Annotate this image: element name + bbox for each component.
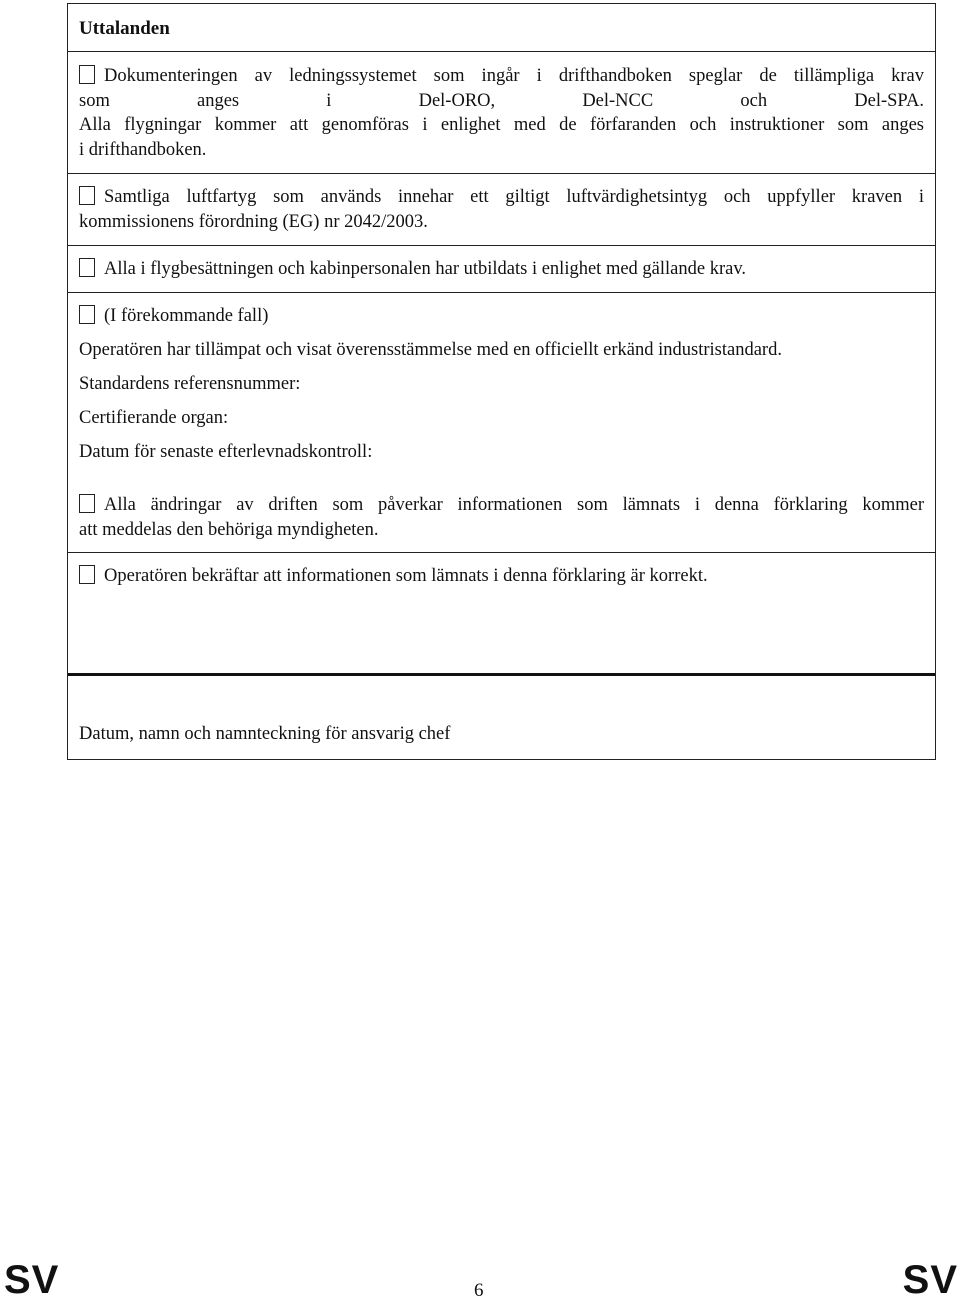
statement-4 bbox=[68, 293, 935, 553]
statement-1-checkbox[interactable] bbox=[79, 65, 95, 84]
statement-2-checkbox[interactable] bbox=[79, 186, 95, 205]
section-header bbox=[68, 4, 935, 52]
statement-1-line-4: i drifthandboken. bbox=[79, 139, 207, 160]
statement-4-line-2: Operatören har tillämpat och visat överensstämmelse med en officiellt erkänd industristandard. bbox=[79, 340, 782, 360]
section-title: Uttalanden bbox=[79, 18, 170, 39]
statement-2-line-2: kommissionens förordning (EG) nr 2042/2003. bbox=[79, 211, 428, 232]
declarations-table bbox=[67, 3, 936, 760]
statement-1-line-3: Alla flygningar kommer att genomföras i enlighet med de förfaranden och instruktioner som anges bbox=[79, 115, 924, 135]
signature-field[interactable] bbox=[68, 676, 935, 760]
last-compliance-check-date-label: Datum för senaste efterlevnadskontroll: bbox=[79, 442, 373, 462]
page-number: 6 bbox=[474, 1280, 484, 1301]
statement-2 bbox=[68, 174, 935, 246]
statement-5-line-1: Alla ändringar av driften som påverkar informationen som lämnats i denna förklaring kommer bbox=[104, 495, 924, 515]
statement-1-line-2: som anges i Del-ORO, Del-NCC och Del-SPA. bbox=[79, 90, 924, 111]
statement-1-line-1: Dokumenteringen av ledningssystemet som ingår i drifthandboken speglar de tillämpliga krav bbox=[104, 66, 924, 86]
standard-reference-label: Standardens referensnummer: bbox=[79, 374, 301, 394]
statement-3-checkbox[interactable] bbox=[79, 258, 95, 277]
statement-6-line-1: Operatören bekräftar att informationen som lämnats i denna förklaring är korrekt. bbox=[104, 566, 708, 586]
language-code-right: SV bbox=[902, 1258, 958, 1302]
statement-5-checkbox[interactable] bbox=[79, 494, 95, 513]
statement-4-line-1: (I förekommande fall) bbox=[104, 306, 269, 326]
statement-6-checkbox[interactable] bbox=[79, 565, 95, 584]
statement-6 bbox=[68, 553, 935, 676]
statement-2-line-1: Samtliga luftfartyg som används innehar ett giltigt luftvärdighetsintyg och uppfyller kraven i bbox=[104, 187, 924, 207]
language-code-left: SV bbox=[4, 1258, 60, 1302]
statement-3-line-1: Alla i flygbesättningen och kabinpersonalen har utbildats i enlighet med gällande krav. bbox=[104, 259, 746, 279]
statement-3 bbox=[68, 246, 935, 293]
signature-label: Datum, namn och namnteckning för ansvarig chef bbox=[79, 724, 451, 744]
statement-4-checkbox[interactable] bbox=[79, 305, 95, 324]
statement-1 bbox=[68, 52, 935, 174]
certifying-body-label: Certifierande organ: bbox=[79, 408, 229, 428]
statement-5-line-2: att meddelas den behöriga myndigheten. bbox=[79, 519, 379, 540]
